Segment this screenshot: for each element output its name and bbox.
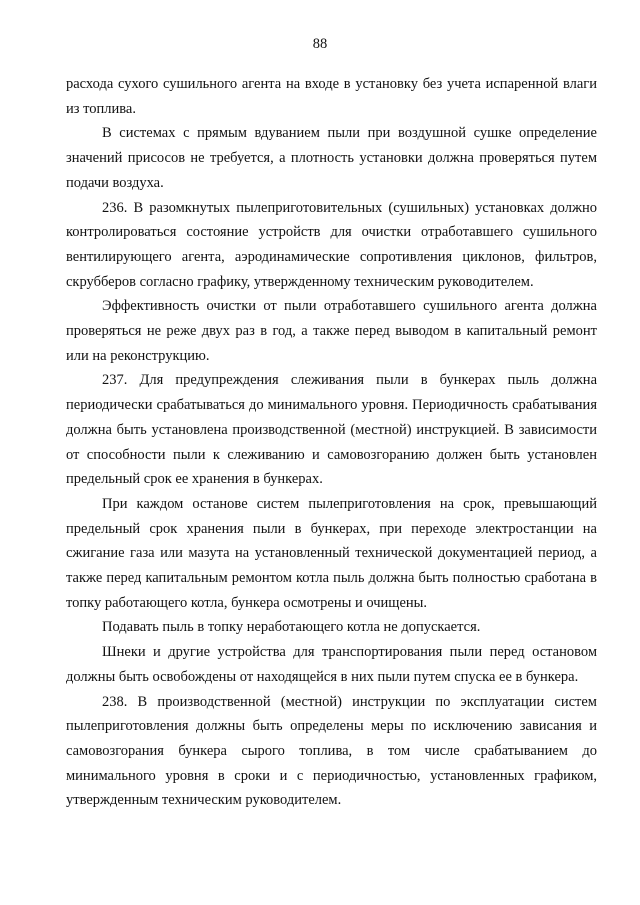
- paragraph: В системах с прямым вдуванием пыли при воздушной сушке определение значений присосов не требуется, а плотность установки должна проверяться путем подачи воздуха.: [66, 125, 597, 191]
- document-body: [66, 72, 597, 813]
- paragraph-clause-237: 237. Для предупреждения слеживания пыли в бункерах пыль должна периодически срабатываться до минимального уровня. Периодичность срабатывания должна быть установлена производственной (местной) инструкцией. В зависимости от способности пыли к слеживанию и самовозгоранию должен быть установлен предельный срок ее хранения в бункерах.: [66, 372, 597, 488]
- paragraph-continuation: расхода сухого сушильного агента на входе в установку без учета испаренной влаги из топлива.: [66, 76, 597, 117]
- page-number: 88: [312, 36, 328, 52]
- paragraph: Шнеки и другие устройства для транспортирования пыли перед остановом должны быть освобождены от находящейся в них пыли путем спуска ее в бункера.: [66, 644, 597, 685]
- paragraph: Подавать пыль в топку неработающего котла не допускается.: [102, 619, 481, 636]
- paragraph: Эффективность очистки от пыли отработавшего сушильного агента должна проверяться не реже двух раз в год, а также перед выводом в капитальный ремонт или на реконструкцию.: [66, 298, 597, 364]
- paragraph-clause-238: 238. В производственной (местной) инструкции по эксплуатации систем пылеприготовления должны быть определены меры по исключению зависания и самовозгорания бункера сырого топлива, в том числе срабатыванием до минимального уровня в сроки и с периодичностью, установленных графиком, утвержденным техническим руководителем.: [66, 693, 597, 809]
- paragraph-clause-236: 236. В разомкнутых пылеприготовительных (сушильных) установках должно контролироваться состояние устройств для очистки отработавшего сушильного вентилирующего агента, аэродинамические сопротивления циклонов, фильтров, скрубберов согласно графику, утвержденному техническим руководителем.: [66, 199, 597, 290]
- paragraph: При каждом останове систем пылеприготовления на срок, превышающий предельный срок хранения пыли в бункерах, при переходе электростанции на сжигание газа или мазута на установленный технической документацией период, а также перед капитальным ремонтом котла пыль должна быть полностью сработана в топку работающего котла, бункера осмотрены и очищены.: [66, 495, 597, 611]
